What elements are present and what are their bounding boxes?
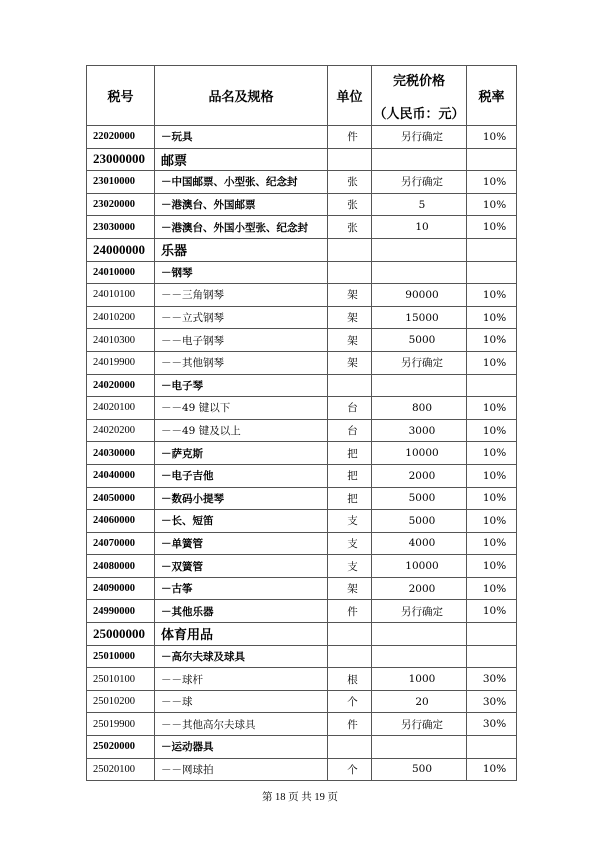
table-row	[87, 419, 517, 442]
cell-price: 1000	[372, 668, 467, 691]
cell-price: 另行确定	[372, 713, 467, 736]
table-row	[87, 284, 517, 307]
cell-price: 2000	[372, 464, 467, 487]
cell-rate: 10%	[467, 351, 517, 374]
cell-price: 15000	[372, 306, 467, 329]
cell-rate: 10%	[467, 487, 517, 510]
cell-code: 23010000	[87, 171, 155, 194]
cell-unit: 架	[328, 577, 372, 600]
cell-code: 24020200	[87, 419, 155, 442]
cell-code: 24010100	[87, 284, 155, 307]
cell-price: 10000	[372, 555, 467, 578]
cell-code: 25010100	[87, 668, 155, 691]
header-price-line2: （人民币：元）	[373, 106, 465, 122]
cell-name: －港澳台、外国小型张、纪念封	[155, 216, 328, 239]
cell-name: －其他乐器	[155, 600, 328, 623]
table-row	[87, 464, 517, 487]
cell-name: －－球	[155, 690, 328, 713]
cell-name: －－网球拍	[155, 758, 328, 781]
cell-unit: 件	[328, 126, 372, 149]
cell-price: 另行确定	[372, 600, 467, 623]
table-row	[87, 758, 517, 781]
cell-rate	[467, 261, 517, 284]
cell-name: －古筝	[155, 577, 328, 600]
cell-code: 24010200	[87, 306, 155, 329]
cell-rate	[467, 238, 517, 261]
cell-rate: 10%	[467, 532, 517, 555]
cell-name: －单簧管	[155, 532, 328, 555]
cell-rate: 10%	[467, 306, 517, 329]
cell-name: －－其他钢琴	[155, 351, 328, 374]
cell-unit: 个	[328, 690, 372, 713]
cell-unit: 张	[328, 171, 372, 194]
table-row	[87, 736, 517, 759]
cell-name: －运动器具	[155, 736, 328, 759]
cell-name: －－49 键以下	[155, 397, 328, 420]
table-row	[87, 555, 517, 578]
page-footer: 第 18 页 共 19 页	[261, 792, 339, 803]
cell-name: －电子琴	[155, 374, 328, 397]
cell-price: 5000	[372, 510, 467, 533]
table-row	[87, 397, 517, 420]
cell-rate	[467, 148, 517, 171]
cell-name: 乐器	[155, 238, 328, 261]
table-row	[87, 216, 517, 239]
cell-unit: 支	[328, 555, 372, 578]
cell-rate: 10%	[467, 216, 517, 239]
table-row	[87, 351, 517, 374]
table-row	[87, 577, 517, 600]
cell-rate: 10%	[467, 442, 517, 465]
cell-rate: 10%	[467, 577, 517, 600]
cell-price: 2000	[372, 577, 467, 600]
cell-unit: 架	[328, 284, 372, 307]
table-row	[87, 126, 517, 149]
cell-code: 25010200	[87, 690, 155, 713]
cell-code: 24030000	[87, 442, 155, 465]
cell-name: －港澳台、外国邮票	[155, 193, 328, 216]
cell-unit: 件	[328, 600, 372, 623]
cell-name: －长、短笛	[155, 510, 328, 533]
cell-unit	[328, 623, 372, 646]
table-row	[87, 442, 517, 465]
cell-name: －钢琴	[155, 261, 328, 284]
cell-rate: 10%	[467, 126, 517, 149]
cell-price: 10	[372, 216, 467, 239]
cell-name: －－三角钢琴	[155, 284, 328, 307]
cell-rate: 10%	[467, 329, 517, 352]
cell-price	[372, 736, 467, 759]
cell-rate: 10%	[467, 758, 517, 781]
table-row	[87, 171, 517, 194]
cell-unit: 个	[328, 758, 372, 781]
cell-code: 24019900	[87, 351, 155, 374]
cell-rate: 10%	[467, 464, 517, 487]
table-body	[87, 126, 517, 781]
cell-price	[372, 623, 467, 646]
table-row	[87, 713, 517, 736]
cell-rate: 10%	[467, 397, 517, 420]
cell-code: 25000000	[87, 623, 155, 646]
cell-rate: 10%	[467, 555, 517, 578]
table-row	[87, 487, 517, 510]
table-row	[87, 690, 517, 713]
cell-name: －－立式钢琴	[155, 306, 328, 329]
cell-unit	[328, 261, 372, 284]
cell-rate: 10%	[467, 510, 517, 533]
cell-name: －－电子钢琴	[155, 329, 328, 352]
cell-code: 24050000	[87, 487, 155, 510]
cell-unit	[328, 736, 372, 759]
cell-unit: 台	[328, 397, 372, 420]
cell-name: －电子吉他	[155, 464, 328, 487]
cell-rate: 30%	[467, 690, 517, 713]
cell-unit: 把	[328, 442, 372, 465]
cell-rate: 10%	[467, 419, 517, 442]
cell-price: 3000	[372, 419, 467, 442]
cell-unit: 件	[328, 713, 372, 736]
header-rate: 税率	[467, 66, 517, 126]
cell-name: －玩具	[155, 126, 328, 149]
cell-code: 23020000	[87, 193, 155, 216]
header-unit: 单位	[328, 66, 372, 126]
cell-unit: 架	[328, 306, 372, 329]
cell-price: 另行确定	[372, 126, 467, 149]
tariff-table	[86, 65, 517, 781]
cell-price: 20	[372, 690, 467, 713]
cell-name: －双簧管	[155, 555, 328, 578]
cell-code: 24010300	[87, 329, 155, 352]
cell-name: －高尔夫球及球具	[155, 645, 328, 668]
cell-price: 另行确定	[372, 171, 467, 194]
cell-price: 800	[372, 397, 467, 420]
table-row	[87, 238, 517, 261]
cell-price: 5000	[372, 329, 467, 352]
cell-rate: 30%	[467, 713, 517, 736]
cell-unit	[328, 238, 372, 261]
table-row	[87, 623, 517, 646]
cell-unit	[328, 374, 372, 397]
cell-code: 25010000	[87, 645, 155, 668]
table-row	[87, 329, 517, 352]
cell-price: 10000	[372, 442, 467, 465]
cell-code: 24070000	[87, 532, 155, 555]
cell-price: 4000	[372, 532, 467, 555]
cell-unit: 根	[328, 668, 372, 691]
cell-price	[372, 374, 467, 397]
cell-price	[372, 645, 467, 668]
cell-rate: 10%	[467, 600, 517, 623]
table-row	[87, 668, 517, 691]
cell-code: 25020100	[87, 758, 155, 781]
cell-code: 24040000	[87, 464, 155, 487]
cell-unit: 架	[328, 351, 372, 374]
cell-name: －数码小提琴	[155, 487, 328, 510]
header-price	[372, 66, 467, 126]
table-row	[87, 148, 517, 171]
cell-price: 5000	[372, 487, 467, 510]
table-row	[87, 645, 517, 668]
cell-rate: 10%	[467, 171, 517, 194]
cell-unit: 架	[328, 329, 372, 352]
cell-rate	[467, 374, 517, 397]
cell-rate	[467, 645, 517, 668]
cell-unit	[328, 148, 372, 171]
cell-name: 邮票	[155, 148, 328, 171]
cell-name: －－49 键及以上	[155, 419, 328, 442]
cell-code: 24020000	[87, 374, 155, 397]
cell-price: 90000	[372, 284, 467, 307]
table-row	[87, 193, 517, 216]
cell-unit: 支	[328, 532, 372, 555]
table-row	[87, 374, 517, 397]
cell-code: 24000000	[87, 238, 155, 261]
cell-unit: 支	[328, 510, 372, 533]
cell-rate: 10%	[467, 193, 517, 216]
cell-price	[372, 148, 467, 171]
header-price-line1: 完税价格	[392, 73, 445, 89]
cell-name: －－球杆	[155, 668, 328, 691]
cell-unit: 张	[328, 193, 372, 216]
cell-code: 24060000	[87, 510, 155, 533]
cell-code: 25019900	[87, 713, 155, 736]
cell-code: 24010000	[87, 261, 155, 284]
cell-code: 24080000	[87, 555, 155, 578]
cell-rate	[467, 623, 517, 646]
cell-price: 5	[372, 193, 467, 216]
cell-unit: 把	[328, 487, 372, 510]
header-name: 品名及规格	[155, 66, 328, 126]
cell-code: 23030000	[87, 216, 155, 239]
cell-name: －萨克斯	[155, 442, 328, 465]
cell-price	[372, 261, 467, 284]
cell-name: －－其他高尔夫球具	[155, 713, 328, 736]
cell-code: 23000000	[87, 148, 155, 171]
cell-rate: 30%	[467, 668, 517, 691]
cell-rate	[467, 736, 517, 759]
header-code: 税号	[87, 66, 155, 126]
table-row	[87, 306, 517, 329]
cell-unit: 台	[328, 419, 372, 442]
cell-code: 22020000	[87, 126, 155, 149]
cell-price: 另行确定	[372, 351, 467, 374]
cell-code: 24090000	[87, 577, 155, 600]
table-row	[87, 510, 517, 533]
table-row	[87, 532, 517, 555]
cell-unit: 把	[328, 464, 372, 487]
cell-code: 25020000	[87, 736, 155, 759]
cell-name: 体育用品	[155, 623, 328, 646]
table-row	[87, 261, 517, 284]
cell-price: 500	[372, 758, 467, 781]
cell-unit: 张	[328, 216, 372, 239]
cell-rate: 10%	[467, 284, 517, 307]
cell-code: 24020100	[87, 397, 155, 420]
cell-price	[372, 238, 467, 261]
table-header-row	[87, 66, 517, 126]
cell-name: －中国邮票、小型张、纪念封	[155, 171, 328, 194]
table-row	[87, 600, 517, 623]
cell-unit	[328, 645, 372, 668]
cell-code: 24990000	[87, 600, 155, 623]
